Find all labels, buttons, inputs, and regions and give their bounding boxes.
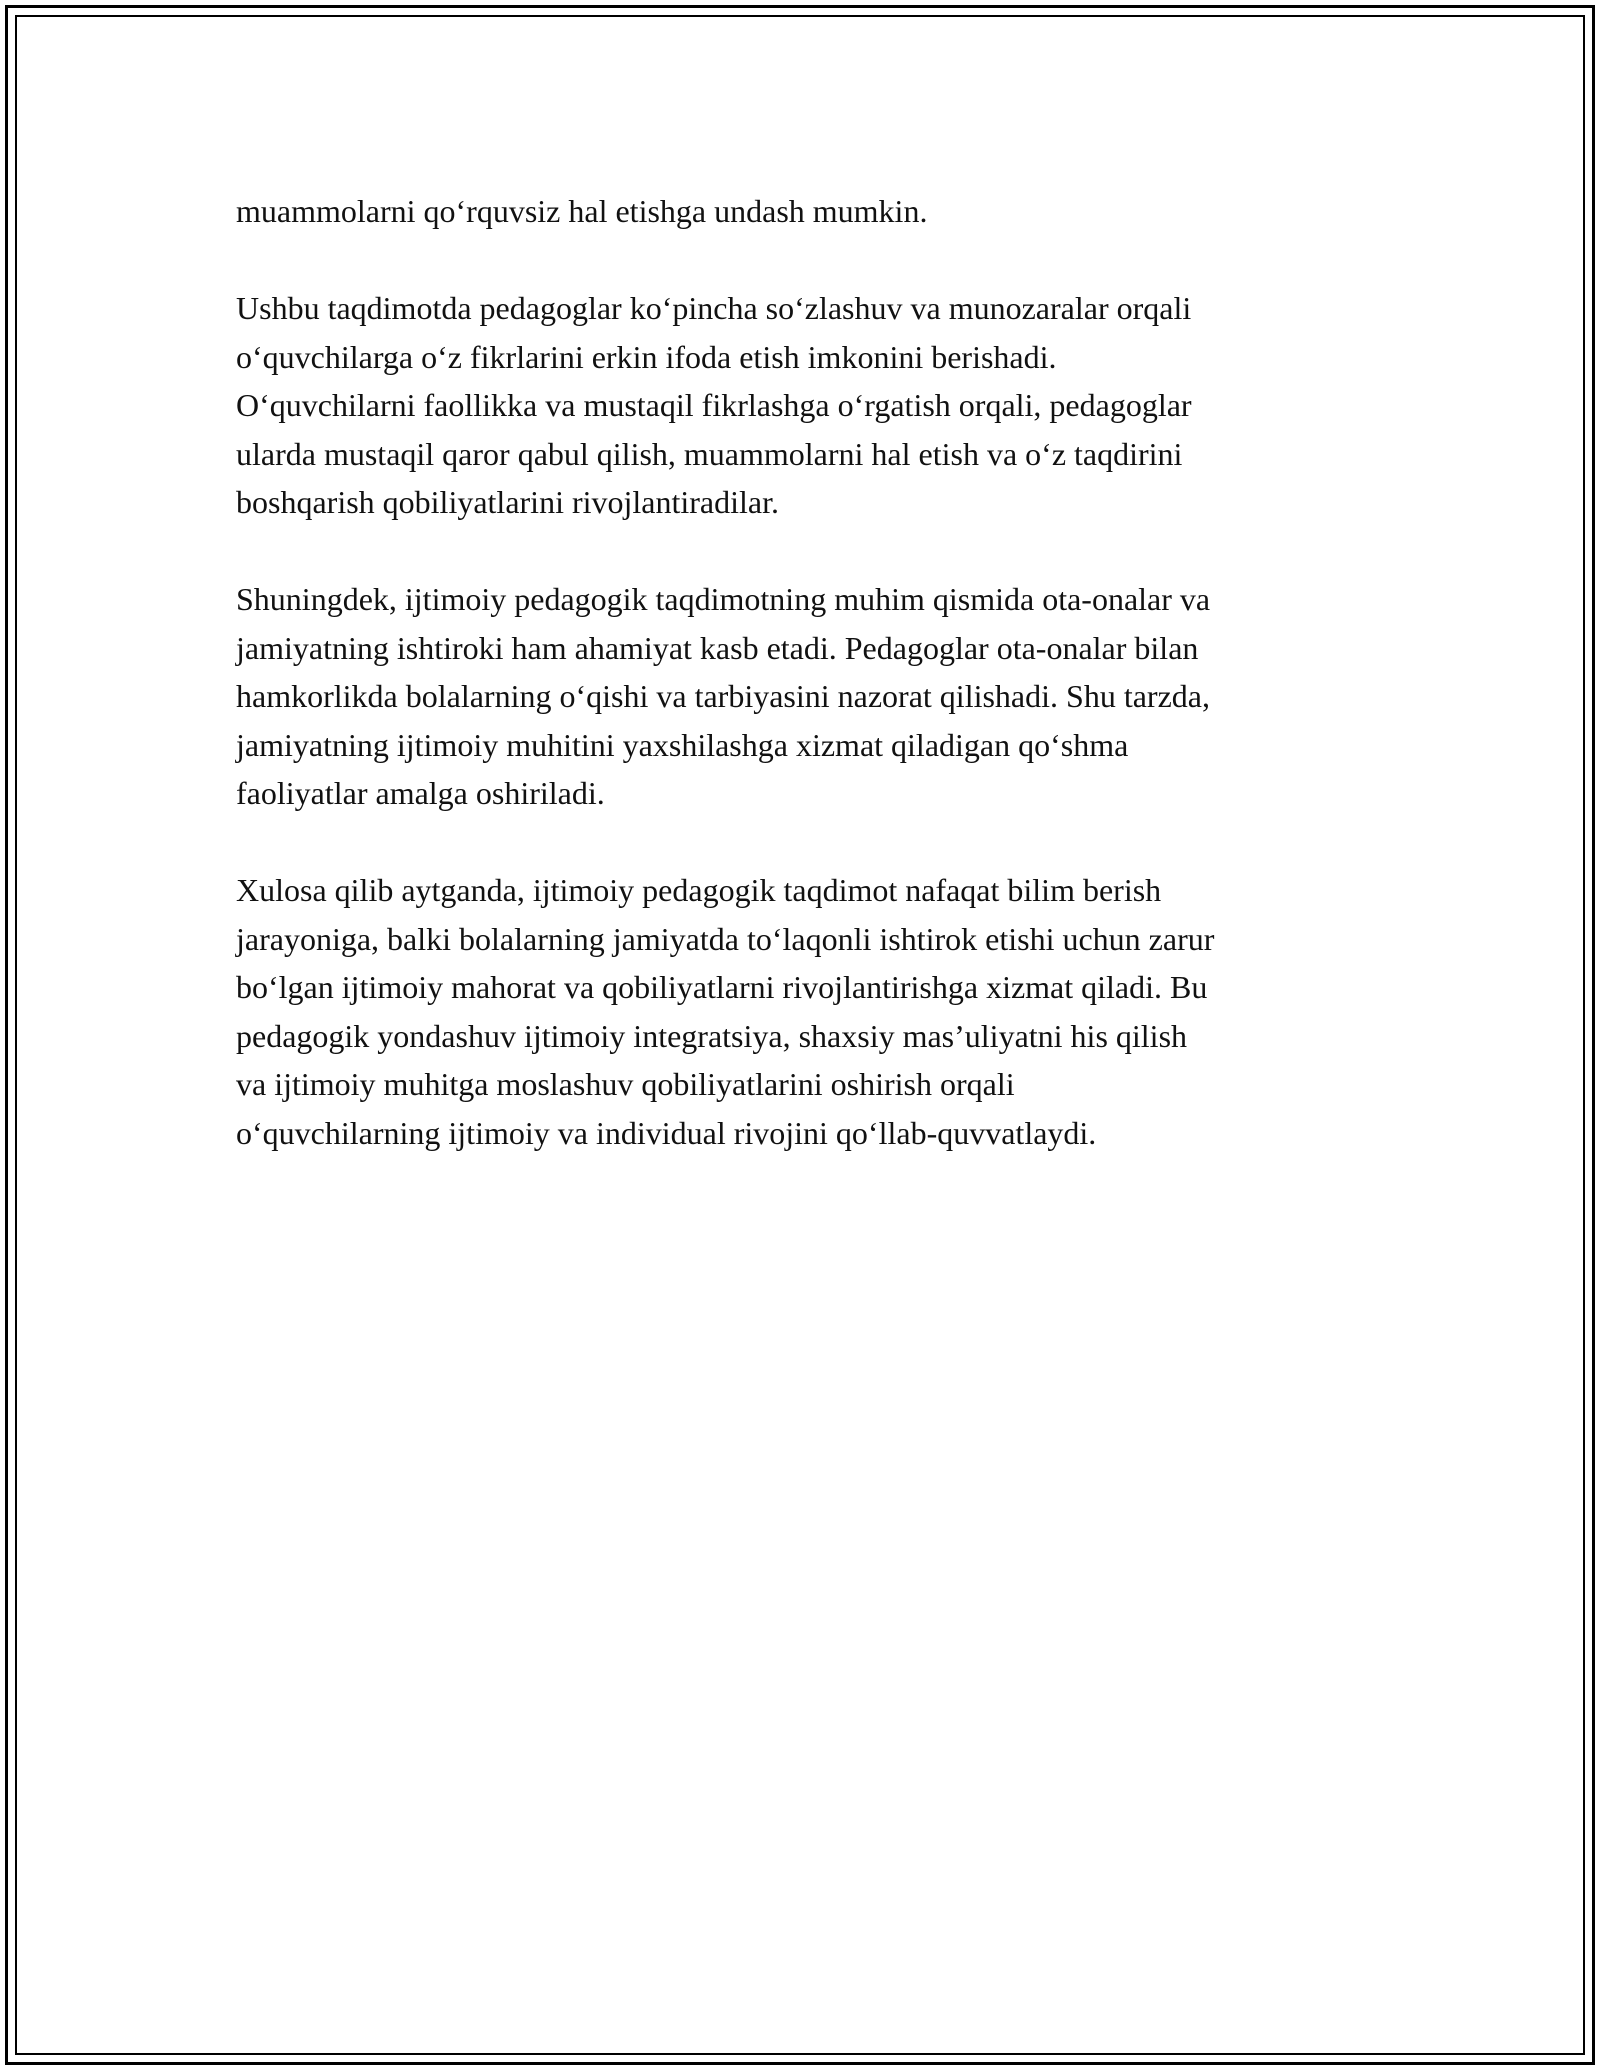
text-line: jarayoniga, balki bolalarning jamiyatda to‘laqonli ishtirok etishi uchun zarur [236, 920, 1215, 957]
text-line: muammolarni qo‘rquvsiz hal etishga undash mumkin. [236, 193, 928, 229]
text-line: jamiyatning ijtimoiy muhitini yaxshilashga xizmat qiladigan qo‘shma [236, 726, 1129, 763]
text-line: o‘quvchilarga o‘z fikrlarini erkin ifoda etish imkonini berishadi. [236, 338, 1057, 375]
text-line: va ijtimoiy muhitga moslashuv qobiliyatlarini oshirish orqali [236, 1066, 1015, 1102]
paragraph-2 [236, 284, 1386, 527]
paragraph-4 [236, 866, 1386, 1157]
text-line: hamkorlikda bolalarning o‘qishi va tarbiyasini nazorat qilishadi. Shu tarzda, [236, 678, 1210, 714]
text-line: o‘quvchilarning ijtimoiy va individual rivojini qo‘llab-quvvatlaydi. [236, 1114, 1097, 1151]
paragraph-3 [236, 575, 1386, 818]
text-line: Xulosa qilib aytganda, ijtimoiy pedagogik taqdimot nafaqat bilim berish [236, 872, 1162, 908]
document-body [236, 187, 1386, 1206]
text-line: pedagogik yondashuv ijtimoiy integratsiya, shaxsiy mas’uliyatni his qilish [236, 1017, 1188, 1054]
text-line: O‘quvchilarni faollikka va mustaqil fikrlashga o‘rgatish orqali, pedagoglar [236, 387, 1192, 423]
text-line: Ushbu taqdimotda pedagoglar ko‘pincha so‘zlashuv va munozaralar orqali [236, 290, 1192, 326]
text-line: jamiyatning ishtiroki ham ahamiyat kasb etadi. Pedagoglar ota-onalar bilan [236, 629, 1199, 666]
text-line: bo‘lgan ijtimoiy mahorat va qobiliyatlarni rivojlantirishga xizmat qiladi. Bu [236, 969, 1208, 1005]
paragraph-1 [236, 187, 1386, 236]
text-line: ularda mustaqil qaror qabul qilish, muammolarni hal etish va o‘z taqdirini [236, 435, 1183, 472]
text-line: faoliyatlar amalga oshiriladi. [236, 775, 605, 811]
text-line: Shuningdek, ijtimoiy pedagogik taqdimotning muhim qismida ota-onalar va [236, 581, 1211, 617]
text-line: boshqarish qobiliyatlarini rivojlantiradilar. [236, 484, 779, 520]
